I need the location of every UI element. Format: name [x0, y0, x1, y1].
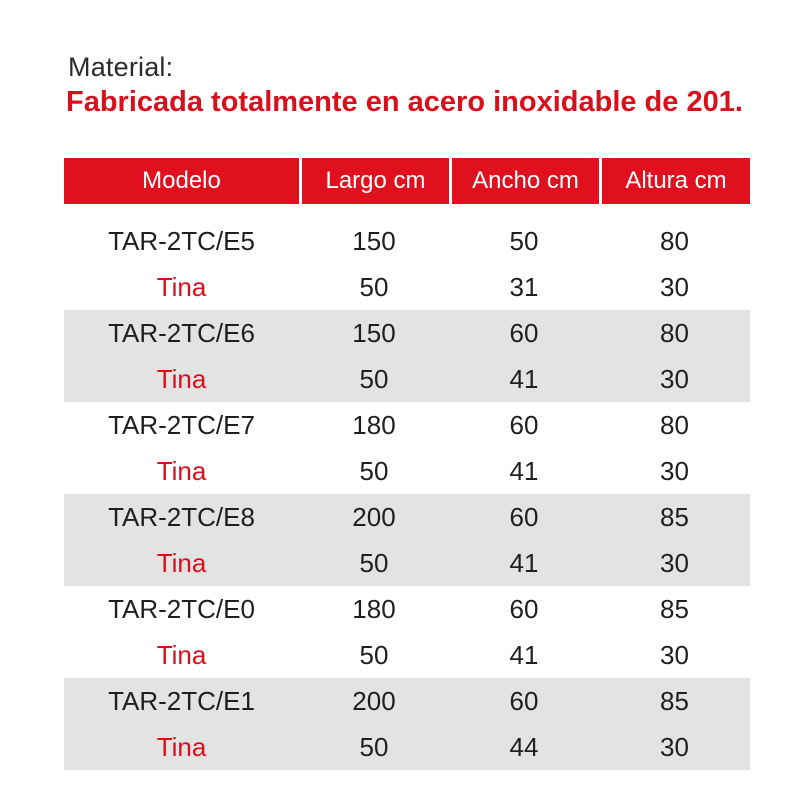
- model-group: [64, 310, 750, 402]
- model-name: TAR-2TC/E1: [108, 685, 255, 716]
- altura-value: 80: [660, 409, 689, 440]
- table-row-tina: [64, 632, 750, 678]
- tina-label: Tina: [156, 547, 207, 578]
- table-row-model: [64, 586, 750, 632]
- largo-value: 50: [359, 547, 389, 578]
- header-largo: Largo cm: [299, 158, 449, 204]
- model-group: [64, 402, 750, 494]
- ancho-value: 41: [509, 547, 539, 578]
- model-name: TAR-2TC/E8: [108, 501, 255, 532]
- largo-value: 150: [352, 225, 396, 256]
- altura-value: 30: [660, 547, 689, 578]
- model-name: TAR-2TC/E5: [108, 225, 255, 256]
- table-header: [64, 158, 750, 204]
- dimensions-table: [64, 158, 750, 770]
- largo-value: 50: [359, 731, 389, 762]
- table-row-model: [64, 402, 750, 448]
- altura-value: 30: [660, 731, 689, 762]
- table-row-tina: [64, 264, 750, 310]
- model-name: TAR-2TC/E7: [108, 409, 255, 440]
- largo-value: 200: [352, 685, 396, 716]
- ancho-value: 41: [509, 639, 539, 670]
- model-name: TAR-2TC/E6: [108, 317, 255, 348]
- largo-value: 200: [352, 501, 396, 532]
- tina-label: Tina: [156, 363, 207, 394]
- model-group: [64, 586, 750, 678]
- table-row-model: [64, 218, 750, 264]
- largo-value: 50: [359, 639, 389, 670]
- largo-value: 50: [359, 271, 389, 302]
- altura-value: 85: [660, 501, 689, 532]
- largo-value: 50: [359, 455, 389, 486]
- table-row-tina: [64, 724, 750, 770]
- tina-label: Tina: [156, 271, 207, 302]
- material-label: Material:: [68, 52, 174, 82]
- ancho-value: 60: [509, 501, 539, 532]
- model-group: [64, 494, 750, 586]
- tina-label: Tina: [156, 455, 207, 486]
- table-row-tina: [64, 356, 750, 402]
- largo-value: 180: [352, 593, 396, 624]
- ancho-value: 60: [509, 409, 539, 440]
- altura-value: 80: [660, 225, 689, 256]
- ancho-value: 60: [509, 685, 539, 716]
- header-altura: Altura cm: [599, 158, 750, 204]
- model-group: [64, 678, 750, 770]
- altura-value: 85: [660, 685, 689, 716]
- altura-value: 30: [660, 455, 689, 486]
- largo-value: 180: [352, 409, 396, 440]
- model-name: TAR-2TC/E0: [108, 593, 255, 624]
- header-modelo: Modelo: [142, 167, 221, 194]
- ancho-value: 31: [509, 271, 539, 302]
- table-row-model: [64, 494, 750, 540]
- ancho-value: 44: [509, 731, 539, 762]
- tina-label: Tina: [156, 639, 207, 670]
- ancho-value: 41: [509, 455, 539, 486]
- table-row-tina: [64, 540, 750, 586]
- header-ancho: Ancho cm: [449, 158, 599, 204]
- altura-value: 30: [660, 363, 689, 394]
- table-row-model: [64, 310, 750, 356]
- ancho-value: 60: [509, 317, 539, 348]
- largo-value: 150: [352, 317, 396, 348]
- altura-value: 30: [660, 271, 689, 302]
- altura-value: 30: [660, 639, 689, 670]
- tina-label: Tina: [156, 731, 207, 762]
- table-row-tina: [64, 448, 750, 494]
- model-group: [64, 218, 750, 310]
- material-description: Fabricada totalmente en acero inoxidable de 201.: [66, 86, 743, 118]
- altura-value: 85: [660, 593, 689, 624]
- ancho-value: 60: [509, 593, 539, 624]
- ancho-value: 50: [509, 225, 539, 256]
- altura-value: 80: [660, 317, 689, 348]
- largo-value: 50: [359, 363, 389, 394]
- table-row-model: [64, 678, 750, 724]
- ancho-value: 41: [509, 363, 539, 394]
